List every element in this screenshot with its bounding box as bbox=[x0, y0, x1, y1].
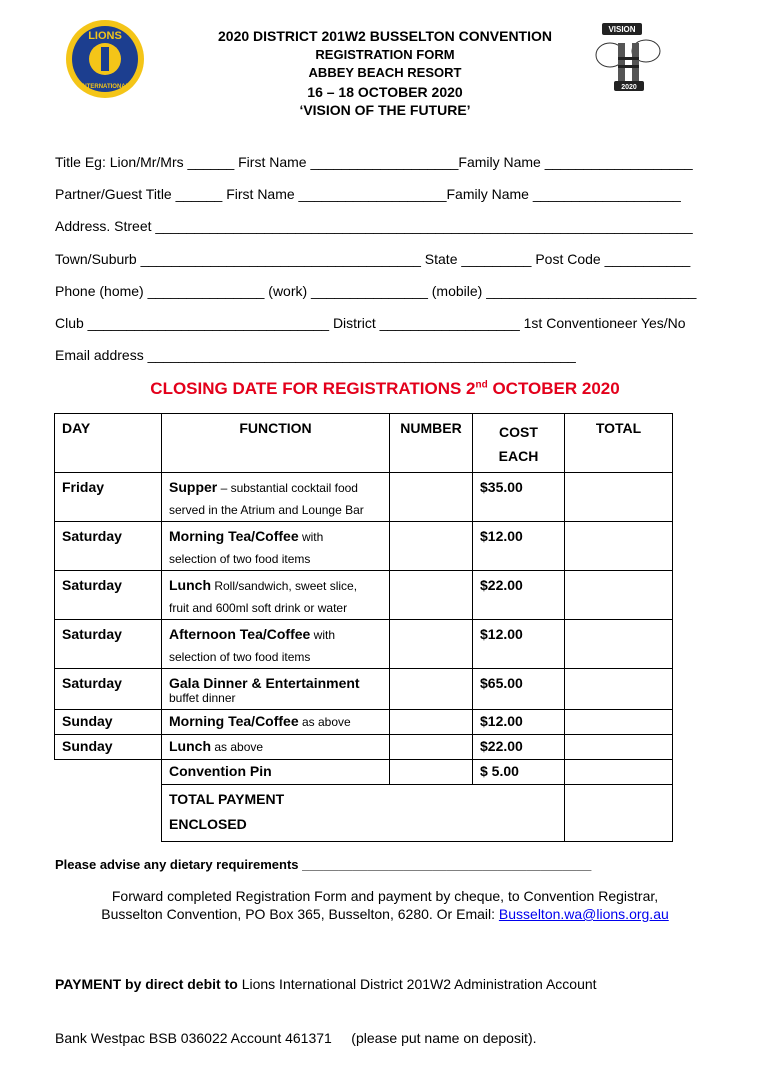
header-venue: ABBEY BEACH RESORT bbox=[308, 65, 462, 80]
header-dates: 16 – 18 OCTOBER 2020 bbox=[307, 83, 463, 100]
row-total-input[interactable] bbox=[565, 669, 673, 710]
row-day: Sunday bbox=[55, 735, 162, 760]
dietary-requirements-field[interactable]: Please advise any dietary requirements ________________________________________ bbox=[55, 857, 592, 872]
row-number-input[interactable] bbox=[390, 710, 473, 735]
town-state-postcode-field[interactable]: Town/Suburb ____________________________________ State _________ Post Code ___________ bbox=[55, 251, 691, 267]
col-header-total: TOTAL bbox=[565, 414, 673, 473]
row-number-input[interactable] bbox=[390, 669, 473, 710]
total-payment-input[interactable] bbox=[565, 785, 673, 842]
table-row bbox=[55, 735, 673, 760]
header-title: 2020 DISTRICT 201W2 BUSSELTON CONVENTION bbox=[218, 28, 552, 44]
table-header-row bbox=[55, 414, 673, 473]
address-field[interactable]: Address. Street _____________________________________________________________________ bbox=[55, 218, 693, 234]
registrar-email-link[interactable]: Busselton.wa@lions.org.au bbox=[498, 906, 669, 922]
col-header-function: FUNCTION bbox=[162, 414, 390, 473]
table-row-pin bbox=[55, 760, 673, 785]
row-day: Sunday bbox=[55, 710, 162, 735]
row-cost: $22.00 bbox=[473, 571, 565, 620]
table-row bbox=[55, 522, 673, 571]
row-cost: $12.00 bbox=[473, 522, 565, 571]
row-day: Friday bbox=[55, 473, 162, 522]
phone-field[interactable]: Phone (home) _______________ (work) _______________ (mobile) ___________________________ bbox=[55, 283, 697, 299]
pin-total-input[interactable] bbox=[565, 760, 673, 785]
pin-number-input[interactable] bbox=[390, 760, 473, 785]
row-number-input[interactable] bbox=[390, 522, 473, 571]
row-day: Saturday bbox=[55, 620, 162, 669]
header-subtitle: REGISTRATION FORM bbox=[315, 46, 455, 62]
payment-details: PAYMENT by direct debit to Lions International District 201W2 Administration Account Bank Westpac BSB 036022 Account 461371 (please put name on deposit). bbox=[55, 976, 597, 1046]
row-function: Afternoon Tea/Coffee with selection of two food items bbox=[162, 620, 390, 669]
table-row bbox=[55, 620, 673, 669]
row-total-input[interactable] bbox=[565, 473, 673, 522]
club-district-field[interactable]: Club _______________________________ District __________________ 1st Conventioneer Yes/No bbox=[55, 315, 686, 331]
registration-table bbox=[54, 413, 673, 842]
row-function: Gala Dinner & Entertainment buffet dinner bbox=[162, 669, 390, 710]
lions-logo bbox=[57, 18, 153, 100]
svg-text:LIONS: LIONS bbox=[88, 30, 122, 42]
table-row bbox=[55, 571, 673, 620]
email-field[interactable]: Email address _______________________________________________________ bbox=[55, 347, 576, 363]
row-cost: $22.00 bbox=[473, 735, 565, 760]
row-function: Lunch as above bbox=[162, 735, 390, 760]
form-header bbox=[170, 27, 600, 120]
svg-text:INTERNATIONAL: INTERNATIONAL bbox=[80, 84, 130, 90]
row-function: Lunch Roll/sandwich, sweet slice, fruit and 600ml soft drink or water bbox=[162, 571, 390, 620]
vision-2020-logo bbox=[588, 21, 672, 93]
svg-text:2020: 2020 bbox=[621, 84, 637, 91]
header-theme: ‘VISION OF THE FUTURE’ bbox=[299, 102, 471, 118]
total-payment-label: TOTAL PAYMENT ENCLOSED bbox=[162, 785, 565, 842]
row-total-input[interactable] bbox=[565, 620, 673, 669]
table-row bbox=[55, 473, 673, 522]
col-header-cost: COST EACH bbox=[473, 414, 565, 473]
row-total-input[interactable] bbox=[565, 522, 673, 571]
row-total-input[interactable] bbox=[565, 571, 673, 620]
row-total-input[interactable] bbox=[565, 710, 673, 735]
row-number-input[interactable] bbox=[390, 735, 473, 760]
row-function: Supper – substantial cocktail food served in the Atrium and Lounge Bar bbox=[162, 473, 390, 522]
forward-instructions: Forward completed Registration Form and payment by cheque, to Convention Registrar, Busselton Convention, PO Box 365, Busselton, 6280. Or Email: Busselton.wa@lions.org.au bbox=[101, 888, 669, 922]
row-total-input[interactable] bbox=[565, 735, 673, 760]
row-cost: $65.00 bbox=[473, 669, 565, 710]
partner-name-field[interactable]: Partner/Guest Title ______ First Name ___________________Family Name ___________________ bbox=[55, 186, 681, 202]
row-day: Saturday bbox=[55, 669, 162, 710]
row-function: Morning Tea/Coffee with selection of two food items bbox=[162, 522, 390, 571]
convention-pin-label: Convention Pin bbox=[162, 760, 390, 785]
row-number-input[interactable] bbox=[390, 571, 473, 620]
row-day: Saturday bbox=[55, 571, 162, 620]
col-header-number: NUMBER bbox=[390, 414, 473, 473]
title-name-field[interactable]: Title Eg: Lion/Mr/Mrs ______ First Name ___________________Family Name ___________________ bbox=[55, 154, 693, 170]
table-row-total bbox=[55, 785, 673, 842]
col-header-day: DAY bbox=[55, 414, 162, 473]
pin-cost: $ 5.00 bbox=[473, 760, 565, 785]
row-day: Saturday bbox=[55, 522, 162, 571]
svg-text:VISION: VISION bbox=[608, 25, 636, 34]
closing-date-notice: CLOSING DATE FOR REGISTRATIONS 2nd OCTOBER 2020 bbox=[150, 379, 620, 398]
row-cost: $12.00 bbox=[473, 710, 565, 735]
table-row bbox=[55, 669, 673, 710]
row-number-input[interactable] bbox=[390, 620, 473, 669]
table-row bbox=[55, 710, 673, 735]
row-cost: $12.00 bbox=[473, 620, 565, 669]
row-function: Morning Tea/Coffee as above bbox=[162, 710, 390, 735]
row-cost: $35.00 bbox=[473, 473, 565, 522]
row-number-input[interactable] bbox=[390, 473, 473, 522]
